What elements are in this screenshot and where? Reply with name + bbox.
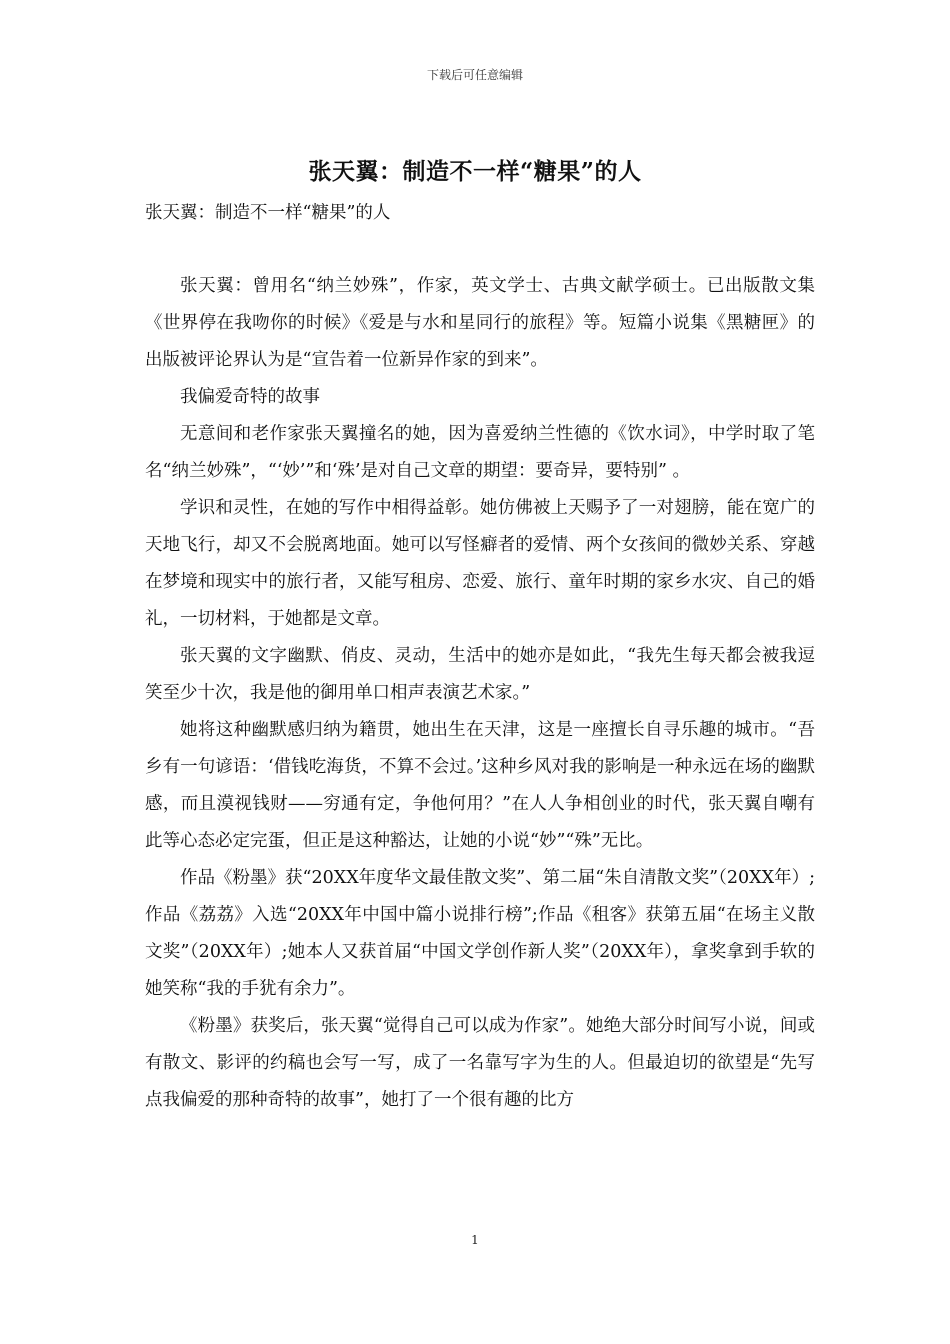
paragraph: 她将这种幽默感归纳为籍贯，她出生在天津，这是一座擅长自寻乐趣的城市。“吾乡有一句谚语：‘借钱吃海货，不算不会过。’这种乡风对我的影响是一种永远在场的幽默感，而且漠视钱财——穷通有定，争他何用？”在人人争相创业的时代，张天翼自嘲有此等心态必定完蛋，但正是这种豁达，让她的小说“妙”“殊”无比。 — [145, 720, 815, 851]
page-number: 1 — [471, 1233, 479, 1247]
section-heading: 我偏爱奇特的故事 — [180, 387, 320, 407]
paragraph-intro: 张天翼：曾用名“纳兰妙殊”，作家，英文学士、古典文献学硕士。已出版散文集《世界停在我吻你的时候》《爱是与水和星同行的旅程》等。短篇小说集《黑糖匣》的出版被评论界认为是“宣告着一位新异作家的到来”。 — [145, 276, 815, 370]
article-body — [145, 268, 815, 1119]
header-note: 下载后可任意编辑 — [426, 68, 523, 82]
paragraph: 学识和灵性，在她的写作中相得益彰。她仿佛被上天赐予了一对翅膀，能在宽广的天地飞行，却又不会脱离地面。她可以写怪癖者的爱情、两个女孩间的微妙关系、穿越在梦境和现实中的旅行者，又能写租房、恋爱、旅行、童年时期的家乡水灾、自己的婚礼，一切材料，于她都是文章。 — [145, 498, 815, 629]
subtitle: 张天翼：制造不一样“糖果”的人 — [145, 203, 391, 223]
paragraph: 作品《粉墨》获“20XX年度华文最佳散文奖”、第二届“朱自清散文奖”（20XX年）;作品《荔荔》入选“20XX年中国中篇小说排行榜”;作品《租客》获第五届“在场主义散文奖”（20XX年）;她本人又获首届“中国文学创作新人奖”（20XX年），拿奖拿到手软的她笑称“我的手犹有余力”。 — [145, 868, 815, 999]
paragraph: 张天翼的文字幽默、俏皮、灵动，生活中的她亦是如此，“我先生每天都会被我逗笑至少十次，我是他的御用单口相声表演艺术家。” — [145, 646, 815, 703]
page-title: 张天翼：制造不一样“糖果”的人 — [308, 158, 642, 185]
paragraph: 无意间和老作家张天翼撞名的她，因为喜爱纳兰性德的《饮水词》，中学时取了笔名“纳兰妙殊”，“‘妙’”和‘殊’是对自己文章的期望：要奇异，要特别” 。 — [145, 424, 815, 481]
paragraph: 《粉墨》获奖后，张天翼“觉得自己可以成为作家”。她绝大部分时间写小说，间或有散文、影评的约稿也会写一写，成了一名靠写字为生的人。但最迫切的欲望是“先写点我偏爱的那种奇特的故事”，她打了一个很有趣的比方 — [145, 1016, 815, 1110]
